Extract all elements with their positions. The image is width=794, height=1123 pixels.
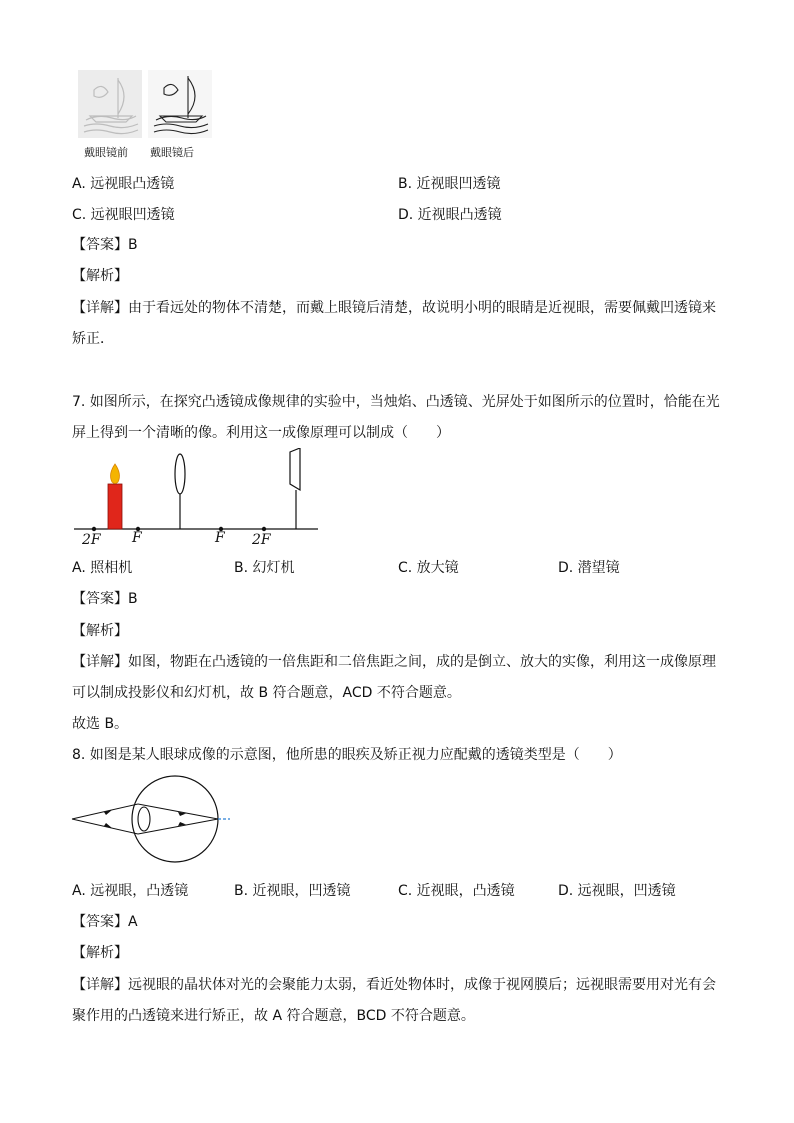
- q8-stem: 8. 如图是某人眼球成像的示意图，他所患的眼疾及矫正视力应配戴的透镜类型是（ ）: [72, 747, 622, 763]
- q6-option-a: A. 远视眼凸透镜: [72, 176, 175, 192]
- q6-analysis-heading: 【解析】: [72, 268, 128, 284]
- q8-option-b: B. 近视眼，凹透镜: [234, 883, 351, 899]
- q7-detail-line1: 【详解】如图，物距在凸透镜的一倍焦距和二倍焦距之间，成的是倒立、放大的实像，利用这一成像原理: [72, 654, 716, 670]
- q6-detail-line1: 【详解】由于看远处的物体不清楚，而戴上眼镜后清楚，故说明小明的眼睛是近视眼，需要佩戴凹透镜来: [72, 300, 716, 316]
- label-f-right: F: [215, 530, 225, 546]
- point-2f-left: [92, 527, 96, 531]
- q6-option-b: B. 近视眼凹透镜: [398, 176, 501, 192]
- candle: [108, 484, 122, 529]
- q7-answer: 【答案】B: [72, 591, 138, 607]
- q7-option-d: D. 潜望镜: [558, 560, 620, 576]
- q6-option-c: C. 远视眼凹透镜: [72, 207, 175, 223]
- q8-detail-line2: 聚作用的凸透镜来进行矫正，故 A 符合题意，BCD 不符合题意。: [72, 1008, 475, 1024]
- label-2f-left: 2F: [82, 532, 101, 548]
- q8-option-a: A. 远视眼，凸透镜: [72, 883, 189, 899]
- q7-conclusion: 故选 B。: [72, 716, 129, 732]
- q8-detail-line1: 【详解】远视眼的晶状体对光的会聚能力太弱，看近处物体时，成像于视网膜后；远视眼需要用对光有会: [72, 977, 716, 993]
- optical-bench-diagram: [70, 448, 322, 550]
- eyeball-diagram: [70, 774, 232, 866]
- q6-option-d: D. 近视眼凸透镜: [398, 207, 502, 223]
- label-2f-right: 2F: [252, 532, 271, 548]
- q7-option-b: B. 幻灯机: [234, 560, 295, 576]
- q8-answer: 【答案】A: [72, 914, 138, 930]
- sailboat-after-image: [148, 70, 212, 138]
- q8-option-c: C. 近视眼，凸透镜: [398, 883, 515, 899]
- q7-detail-line2: 可以制成投影仪和幻灯机，故 B 符合题意，ACD 不符合题意。: [72, 685, 461, 701]
- sailboat-before-image: [78, 70, 142, 138]
- q8-option-d: D. 远视眼，凹透镜: [558, 883, 676, 899]
- q7-stem-line1: 7. 如图所示，在探究凸透镜成像规律的实验中，当烛焰、凸透镜、光屏处于如图所示的位置时，恰能在光: [72, 394, 720, 410]
- q7-option-c: C. 放大镜: [398, 560, 459, 576]
- label-f-left: F: [132, 530, 142, 546]
- eye-lens: [138, 807, 150, 831]
- point-2f-right: [262, 527, 266, 531]
- q8-analysis-heading: 【解析】: [72, 945, 128, 961]
- q7-option-a: A. 照相机: [72, 560, 133, 576]
- caption-after: 戴眼镜后: [150, 146, 194, 159]
- caption-before: 戴眼镜前: [84, 146, 128, 159]
- candle-flame: [111, 464, 120, 484]
- q7-stem-line2: 屏上得到一个清晰的像。利用这一成像原理可以制成（ ）: [72, 425, 450, 441]
- light-screen: [290, 448, 300, 490]
- eyeball: [132, 776, 218, 862]
- glasses-figure: [78, 70, 213, 162]
- q6-detail-line2: 矫正．: [72, 331, 114, 347]
- q7-analysis-heading: 【解析】: [72, 623, 128, 639]
- q6-answer: 【答案】B: [72, 237, 138, 253]
- optical-bench-figure: [70, 448, 322, 550]
- convex-lens: [175, 454, 185, 494]
